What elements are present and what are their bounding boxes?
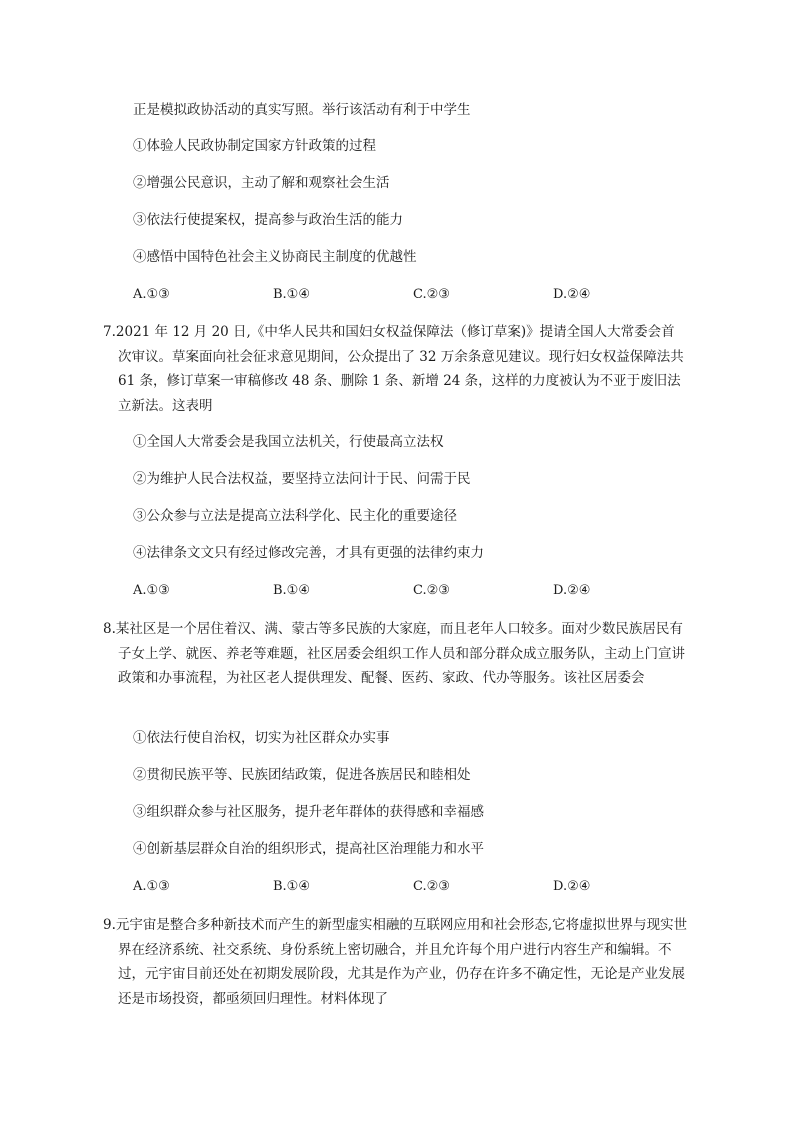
q7-item-4: ④法律条文文只有经过修改完善，才具有更强的法律约束力 — [133, 545, 484, 561]
q8-stem-text: 某社区是一个居住着汉、满、蒙古等多民族的大家庭，而且老年人口较多。面对少数民族居民有子女上学、就医、养老等难题，社区居委会组织工作人员和部分群众成立服务队，主动上门宣讲政策和办事流程，为社区老人提供理发、配餐、医药、家政、代办等服务。该社区居委会 — [115, 621, 685, 686]
q8-choice-a[interactable]: A.①③ — [133, 879, 170, 894]
q6-item-4: ④感悟中国特色社会主义协商民主制度的优越性 — [133, 249, 417, 265]
q8-stem — [103, 617, 688, 691]
q6-item-3: ③依法行使提案权，提高参与政治生活的能力 — [133, 212, 403, 228]
q7-choice-a[interactable]: A.①③ — [133, 583, 170, 598]
q6-choice-c[interactable]: C.②③ — [413, 287, 450, 302]
q7-choice-d[interactable]: D.②④ — [553, 583, 591, 598]
q6-item-1: ①体验人民政协制定国家方针政策的过程 — [133, 138, 376, 154]
q8-item-4: ④创新基层群众自治的组织形式，提高社区治理能力和水平 — [133, 841, 484, 857]
q8-choice-d[interactable]: D.②④ — [553, 879, 591, 894]
q6-stem-tail: 正是模拟政协活动的真实写照。举行该活动有利于中学生 — [133, 102, 471, 118]
q8-choice-b[interactable]: B.①④ — [273, 879, 310, 894]
q9-stem — [103, 913, 688, 1011]
q6-item-2: ②增强公民意识，主动了解和观察社会生活 — [133, 175, 390, 191]
q7-item-1: ①全国人大常委会是我国立法机关，行使最高立法权 — [133, 434, 444, 450]
q8-item-1: ①依法行使自治权，切实为社区群众办实事 — [133, 730, 390, 746]
q7-number: 7. — [103, 324, 116, 340]
q8-choice-c[interactable]: C.②③ — [413, 879, 450, 894]
q8-item-2: ②贯彻民族平等、民族团结政策，促进各族居民和睦相处 — [133, 767, 471, 783]
q8-number: 8. — [103, 621, 116, 637]
q6-choice-d[interactable]: D.②④ — [553, 287, 591, 302]
q6-choice-b[interactable]: B.①④ — [273, 287, 310, 302]
q6-choice-a[interactable]: A.①③ — [133, 287, 170, 302]
q7-item-3: ③公众参与立法是提高立法科学化、民主化的重要途径 — [133, 508, 457, 524]
q7-stem — [103, 320, 688, 418]
q7-choice-c[interactable]: C.②③ — [413, 583, 450, 598]
q7-item-2: ②为维护人民合法权益，要坚持立法问计于民、问需于民 — [133, 471, 471, 487]
q9-number: 9. — [103, 917, 116, 933]
q9-stem-text: 元宇宙是整合多种新技术而产生的新型虚实相融的互联网应用和社会形态,它将虚拟世界与现实世界在经济系统、社交系统、身份系统上密切融合，并且允许每个用户进行内容生产和编辑。不过，元宇宙目前还处在初期发展阶段，尤其是作为产业，仍存在许多不确定性，无论是产业发展还是市场投资，都亟须回归理性。材料体现了 — [115, 917, 688, 1007]
q7-choice-b[interactable]: B.①④ — [273, 583, 310, 598]
q7-stem-text: 2021 年 12 月 20 日,《中华人民共和国妇女权益保障法（修订草案)》提请全国人大常委会首次审议。草案面向社会征求意见期间，公众提出了 32 万余条意见建议。现行妇女权益保障法共 61 条，修订草案一审稿修改 48 条、删除 1 条、新增 24 条，这样的力度被认为不亚于废旧法立新法。这表明 — [115, 324, 684, 414]
q8-item-3: ③组织群众参与社区服务，提升老年群体的获得感和幸福感 — [133, 804, 484, 820]
